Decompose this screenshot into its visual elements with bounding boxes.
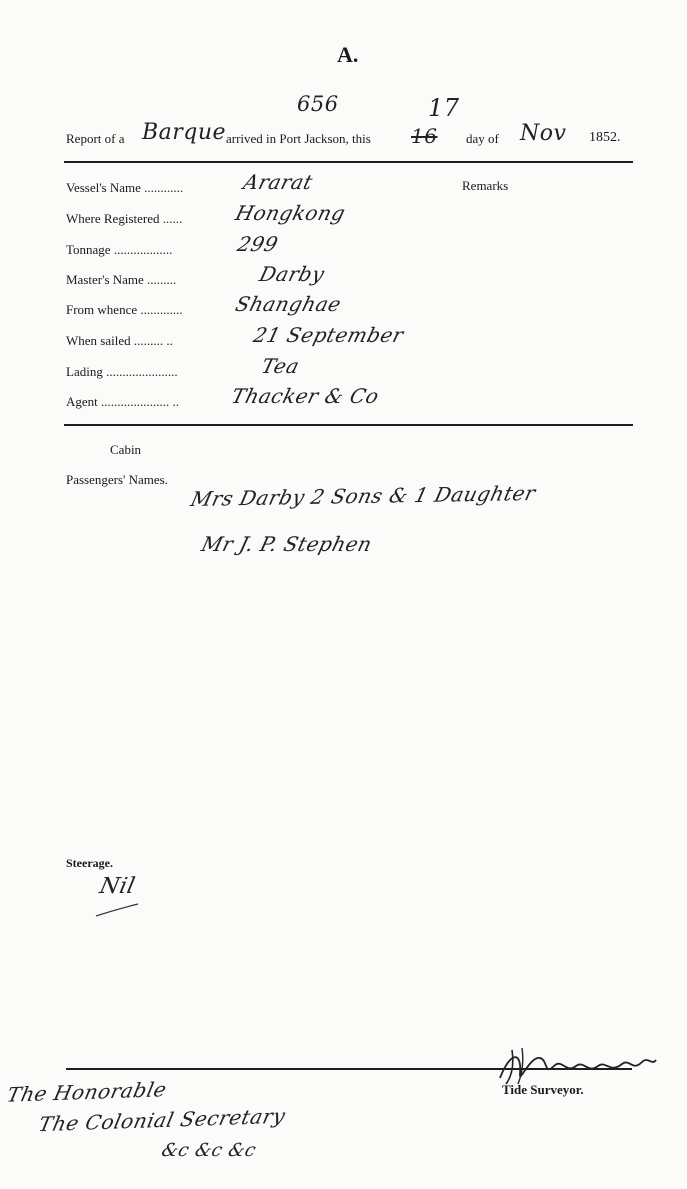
day-corrected: 17 — [428, 94, 460, 122]
field-label-vessel-name: Vessel's Name ............ — [66, 180, 184, 195]
remarks-label: Remarks — [462, 178, 509, 193]
field-value-where-registered: Hongkong — [233, 201, 349, 225]
sheet-letter: A. — [337, 42, 359, 67]
arrived-text: arrived in Port Jackson, this — [226, 131, 371, 146]
passengers-label: Passengers' Names. — [66, 472, 168, 487]
field-label-when-sailed: When sailed ......... .. — [66, 333, 173, 348]
field-value-lading: Tea — [259, 354, 303, 378]
steerage-entry: Nil — [97, 874, 138, 899]
address-line-1: The Honorable — [4, 1077, 170, 1107]
day-of-text: day of — [466, 131, 499, 146]
field-value-tonnage: 299 — [235, 232, 281, 256]
field-value-agent: Thacker & Co — [229, 384, 382, 408]
day-struck: 16 — [411, 124, 438, 148]
address-line-3: &c &c &c — [159, 1140, 259, 1161]
steerage-heading: Steerage. — [66, 856, 113, 870]
cabin-passenger-2: Mr J. P. Stephen — [199, 532, 375, 556]
field-label-where-registered: Where Registered ...... — [66, 211, 183, 226]
steerage-flourish-icon — [94, 900, 144, 920]
report-prefix: Report of a — [66, 131, 125, 146]
address-line-2: The Colonial Secretary — [36, 1103, 288, 1137]
top-divider — [64, 161, 633, 163]
vessel-type: Barque — [142, 120, 227, 145]
report-number: 656 — [297, 92, 339, 116]
field-value-when-sailed: 21 September — [251, 323, 407, 347]
field-label-from-whence: From whence ............. — [66, 302, 183, 317]
tide-surveyor-label: Tide Surveyor. — [502, 1082, 584, 1097]
cabin-heading: Cabin — [110, 442, 142, 457]
field-value-vessel-name: Ararat — [241, 170, 316, 194]
cabin-passenger-1: Mrs Darby 2 Sons & 1 Daughter — [188, 481, 539, 511]
field-label-lading: Lading ...................... — [66, 364, 178, 379]
year: 1852. — [589, 130, 621, 145]
month: Nov — [520, 121, 567, 146]
field-label-masters-name: Master's Name ......... — [66, 272, 177, 287]
field-value-from-whence: Shanghae — [233, 292, 344, 316]
middle-divider — [64, 424, 633, 426]
field-label-tonnage: Tonnage .................. — [66, 242, 173, 257]
field-label-agent: Agent ..................... .. — [66, 394, 180, 409]
field-value-masters-name: Darby — [257, 262, 328, 286]
